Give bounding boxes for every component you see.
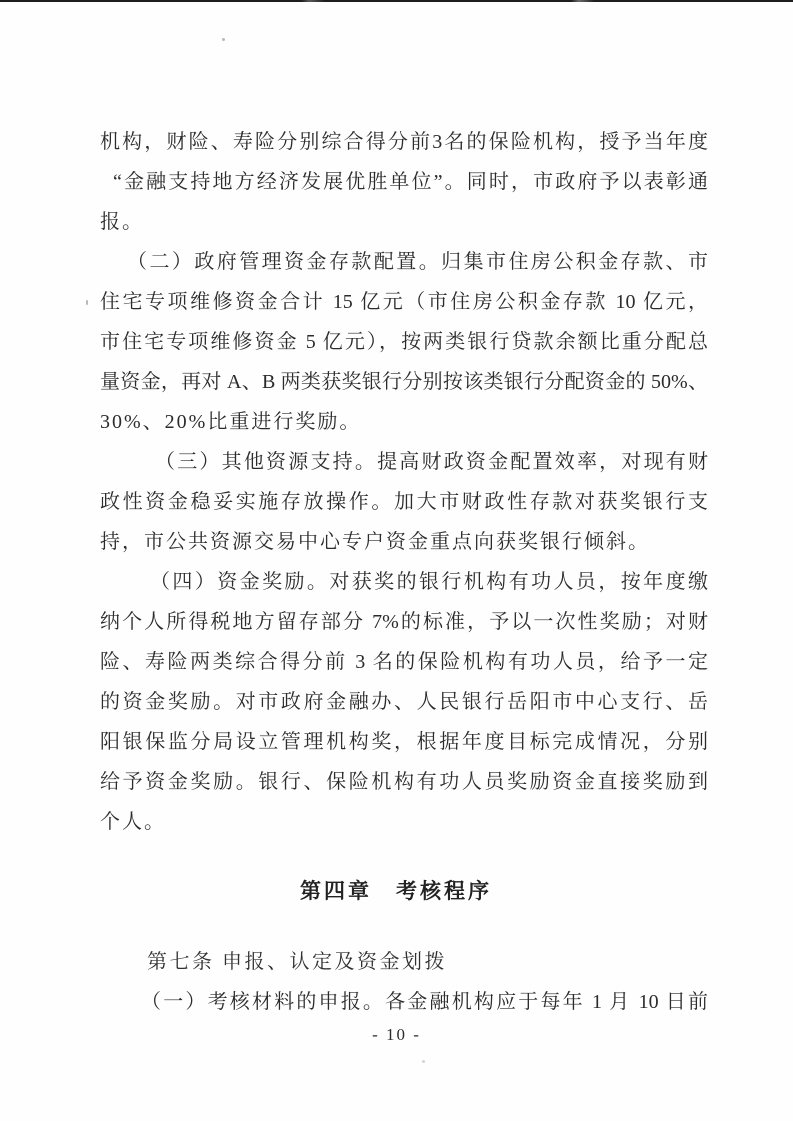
body-line: 给予资金奖励。银行、保险机构有功人员奖励资金直接奖励到 [100,771,708,793]
body-line: 30%、20%比重进行奖励。 [100,411,362,433]
body-line: 阳银保监分局设立管理机构奖，根据年度目标完成情况，分别 [100,731,708,753]
body-line: 险、寿险两类综合得分前 3 名的保险机构有功人员，给予一定 [100,651,708,673]
body-line: （一）考核材料的申报。各金融机构应于每年 1 月 10 日前 [141,991,708,1013]
body-text [100,122,708,1022]
body-line: （四）资金奖励。对获奖的银行机构有功人员，按年度缴 [150,571,708,593]
scan-edge-artifact [0,0,793,2]
body-line: 报。 [100,211,144,233]
body-line: （三）其他资源支持。提高财政资金配置效率，对现有财 [155,451,708,473]
scan-speck [222,38,225,41]
chapter-heading: 第四章 考核程序 [300,880,492,903]
body-line: 市住宅专项维修资金 5 亿元），按两类银行贷款余额比重分配总 [100,331,708,353]
body-line: 政性资金稳妥实施存放操作。加大市财政性存款对获奖银行支 [100,491,708,513]
body-line: “金融支持地方经济发展优胜单位”。同时，市政府予以表彰通 [113,171,708,193]
scan-speck [422,1060,425,1063]
body-line: 持，市公共资源交易中心专户资金重点向获奖银行倾斜。 [100,531,650,553]
body-line: 住宅专项维修资金合计 15 亿元（市住房公积金存款 10 亿元， [100,291,708,313]
body-line: （二）政府管理资金存款配置。归集市住房公积金存款、市 [127,251,708,273]
body-line: 纳个人所得税地方留存部分 7%的标准，予以一次性奖励；对财 [100,611,708,633]
body-line: 个人。 [100,811,166,833]
scan-speck [86,300,88,305]
body-line: 的资金奖励。对市政府金融办、人民银行岳阳市中心支行、岳 [100,691,708,713]
page-number: - 10 - [372,1025,421,1044]
section-heading: 第七条 申报、认定及资金划拨 [147,951,447,973]
body-line: 量资金，再对 A、B 两类获奖银行分别按该类银行分配资金的 50%、 [100,371,708,393]
body-line: 机构，财险、寿险分别综合得分前3名的保险机构，授予当年度 [100,131,708,153]
